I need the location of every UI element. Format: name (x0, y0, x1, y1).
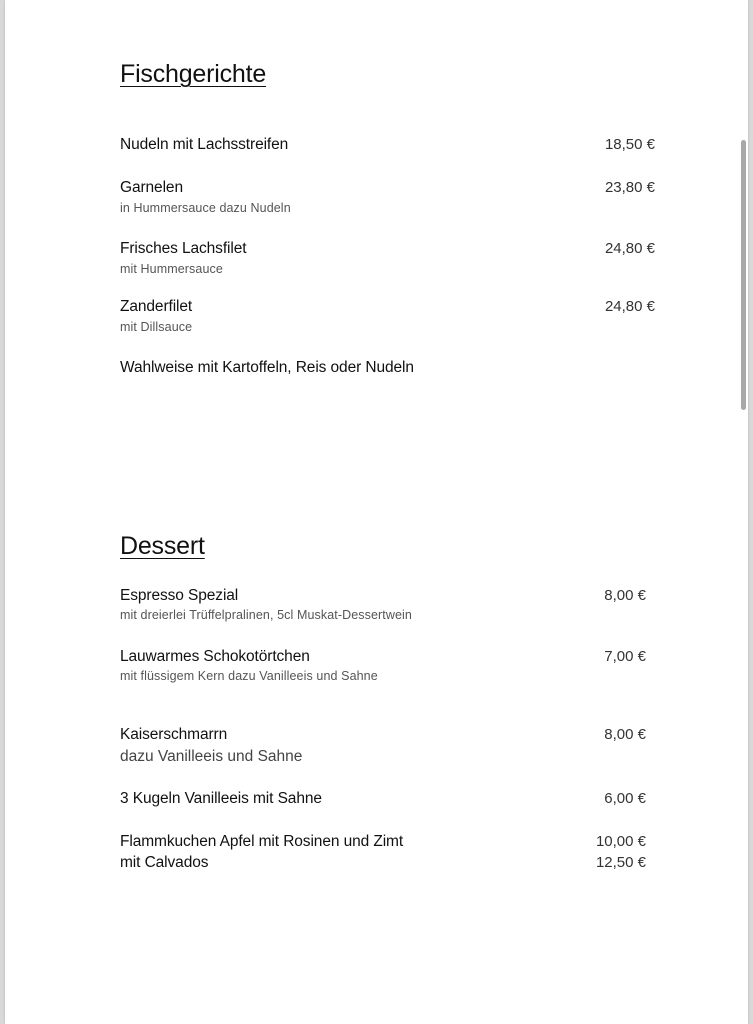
menu-page (5, 0, 748, 1024)
menu-item-name: Garnelen (120, 179, 183, 196)
section-note: Wahlweise mit Kartoffeln, Reis oder Nudeln (120, 359, 414, 376)
menu-item-price: 7,00 € (604, 648, 646, 665)
menu-item-description: mit dreierlei Trüffelpralinen, 5cl Muskat-Dessertwein (120, 608, 412, 622)
section-title-fischgerichte: Fischgerichte (120, 60, 267, 88)
menu-item-name: Espresso Spezial (120, 587, 239, 604)
menu-item-description: in Hummersauce dazu Nudeln (120, 201, 291, 215)
menu-item-price: 8,00 € (604, 726, 646, 743)
vertical-scrollbar[interactable] (741, 140, 746, 410)
menu-item-price: 12,50 € (595, 854, 646, 871)
section-title-dessert: Dessert (120, 532, 205, 560)
menu-item-price: 10,00 € (595, 833, 646, 850)
menu-item-description: mit flüssigem Kern dazu Vanilleeis und Sahne (120, 669, 378, 683)
menu-item-price: 6,00 € (604, 790, 646, 807)
menu-item-description: mit Dillsauce (120, 320, 193, 334)
menu-item-description: mit Hummersauce (120, 262, 223, 276)
menu-item-name: Flammkuchen Apfel mit Rosinen und Zimt (120, 833, 404, 850)
menu-item-price: 24,80 € (604, 240, 655, 257)
menu-item-name: Zanderfilet (120, 298, 193, 315)
menu-item-price: 23,80 € (604, 179, 655, 196)
menu-item-name: Lauwarmes Schokotörtchen (120, 648, 310, 665)
menu-item-name: 3 Kugeln Vanilleeis mit Sahne (120, 790, 322, 807)
menu-item-description: dazu Vanilleeis und Sahne (120, 748, 303, 765)
menu-item-name: Frisches Lachsfilet (120, 240, 247, 257)
menu-item-price: 8,00 € (604, 587, 646, 604)
menu-item-name: Nudeln mit Lachsstreifen (120, 136, 289, 153)
menu-item-price: 18,50 € (604, 136, 655, 153)
menu-item-name: Kaiserschmarrn (120, 726, 228, 743)
menu-item-price: 24,80 € (604, 298, 655, 315)
menu-item-name: mit Calvados (120, 854, 209, 871)
